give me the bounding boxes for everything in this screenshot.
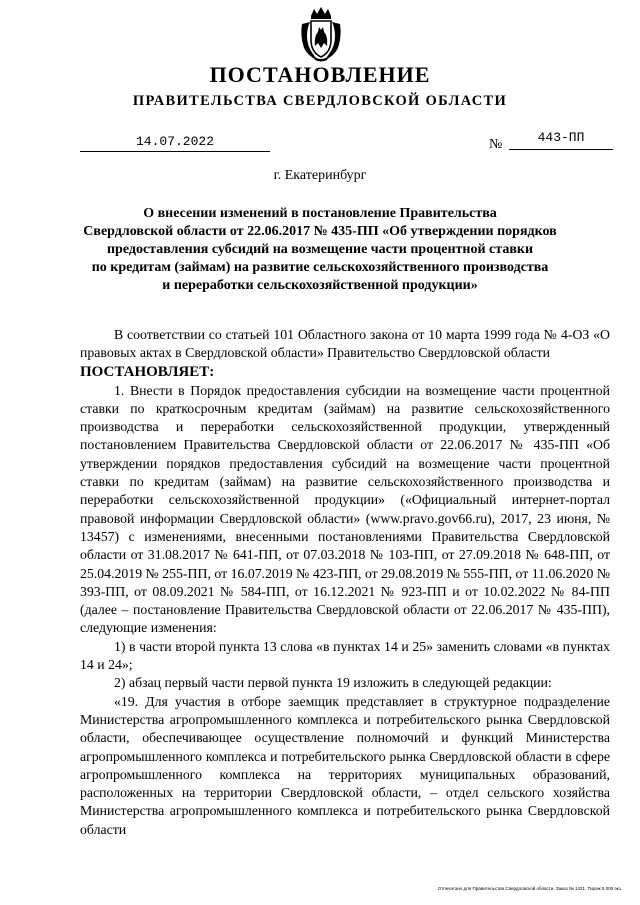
issuer-heading: ПРАВИТЕЛЬСТВА СВЕРДЛОВСКОЙ ОБЛАСТИ xyxy=(132,93,508,109)
document-type-heading: ПОСТАНОВЛЕНИЕ xyxy=(209,62,431,87)
print-imprint: Отпечатано для Правительства Свердловской области. Заказ № 1421. Тираж 5 000 экз. xyxy=(437,886,622,891)
title-line: по кредитам (займам) на развитие сельскохозяйственного производства xyxy=(91,260,549,275)
item-1-paragraph: 1. Внести в Порядок предоставления субсидии на возмещение части процентной ставки по краткосрочным кредитам (займам) на развитие сельскохозяйственного производства и переработки сельскохозяйственной продукции, утвержденный постановлением Правительства Свердловской области от 22.06.2017 № 435-ПП «Об утверждении порядков предоставления субсидий на возмещение части процентной ставки по кредитам (займам) на развитие сельскохозяйственного производства и переработки сельскохозяйственной продукции» («Официальный интернет-портал правовой информации Свердловской области» (www.pravo.gov66.ru), 2017, 23 июня, № 13457) с изменениями, внесенными постановлениями Правительства Свердловской области от 31.08.2017 № 641-ПП, от 07.03.2018 № 103-ПП, от 27.09.2018 № 648-ПП, от 25.04.2019 № 255-ПП, от 16.07.2019 № 423-ПП, от 29.08.2019 № 555-ПП, от 11.06.2020 № 393-ПП, от 08.09.2021 № 584-ПП, от 16.12.2021 № 923-ПП и от 10.02.2022 № 84-ПП (далее – постановление Правительства Свердловской области от 22.06.2017 № 435-ПП), следующие изменения: xyxy=(80,382,610,636)
coat-of-arms-icon xyxy=(299,6,343,62)
title-line: и переработки сельскохозяйственной продукции» xyxy=(162,278,478,293)
intro-paragraph: В соответствии со статьей 101 Областного закона от 10 марта 1999 года № 4-ОЗ «О правовых актах в Свердловской области» Правительство Свердловской области xyxy=(80,327,610,361)
city-line: г. Екатеринбург xyxy=(273,168,367,183)
subitem-2-paragraph: 2) абзац первый части первой пункта 19 изложить в следующей редакции: xyxy=(114,675,552,691)
document-body xyxy=(80,326,610,839)
document-date: 14.07.2022 xyxy=(80,134,270,152)
title-line: О внесении изменений в постановление Правительства xyxy=(143,206,497,221)
document-number: 443-ПП xyxy=(509,130,613,150)
quoted-paragraph: «19. Для участия в отборе заемщик представляет в структурное подразделение Министерства агропромышленного комплекса и потребительского рынка Свердловской области, обеспечивающее осуществление полномочий и функций Министерства агропромышленного комплекса и потребительского рынка Свердловской области в сфере агропромышленного комплекса на территориях муниципальных образований, расположенных на территории Свердловской области, – отдел сельского хозяйства Министерства агропромышленного комплекса и потребительского рынка Свердловской области xyxy=(80,693,610,837)
title-line: предоставления субсидий на возмещение части процентной ставки xyxy=(106,242,534,257)
decree-word: ПОСТАНОВЛЯЕТ: xyxy=(80,363,215,380)
document-title xyxy=(40,205,600,295)
title-line: Свердловской области от 22.06.2017 № 435-ПП «Об утверждении порядков xyxy=(83,224,557,239)
number-label: № xyxy=(489,137,503,152)
subitem-1-paragraph: 1) в части второй пункта 13 слова «в пунктах 14 и 25» заменить словами «в пунктах 14 и 24»; xyxy=(80,638,610,673)
